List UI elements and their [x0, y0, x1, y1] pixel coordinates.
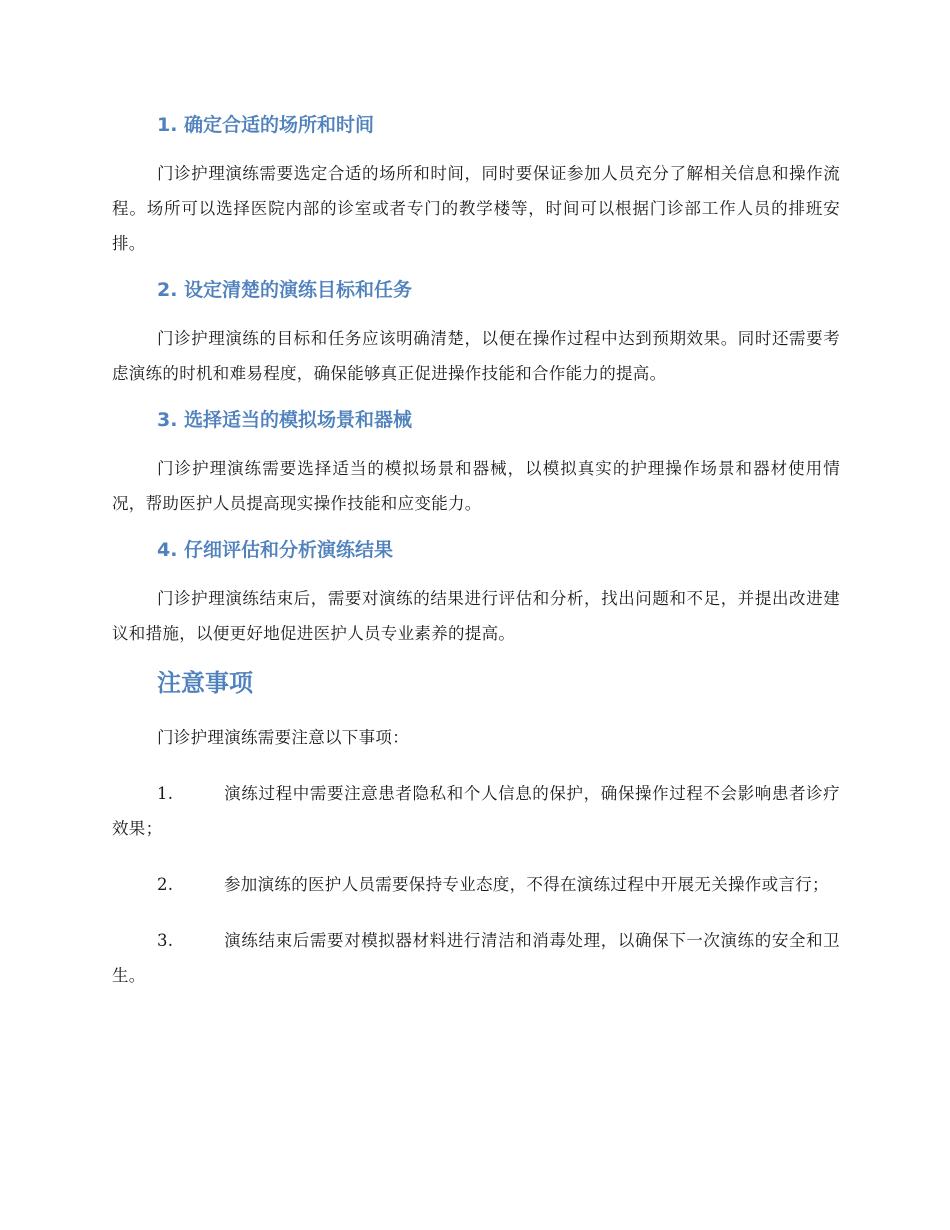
- section-heading-4: 4. 仔细评估和分析演练结果: [157, 539, 394, 561]
- notes-intro: 门诊护理演练需要注意以下事项：: [157, 728, 409, 747]
- section-heading-3: 3. 选择适当的模拟场景和器械: [157, 409, 413, 431]
- section-paragraph-1: 门诊护理演练需要选定合适的场所和时间，同时要保证参加人员充分了解相关信息和操作流程。场所可以选择医院内部的诊室或者专门的教学楼等，时间可以根据门诊部工作人员的排班安排。: [112, 164, 840, 253]
- notes-list-item-3: [112, 923, 840, 993]
- document-content: [112, 108, 840, 993]
- list-number: 3.: [157, 931, 174, 950]
- list-number: 1.: [157, 784, 174, 803]
- notes-list-item-2: [112, 867, 840, 902]
- section-heading-1: 1. 确定合适的场所和时间: [157, 114, 375, 136]
- list-item-text: 演练过程中需要注意患者隐私和个人信息的保护，确保操作过程不会影响患者诊疗效果；: [112, 784, 840, 838]
- section-paragraph-2: 门诊护理演练的目标和任务应该明确清楚，以便在操作过程中达到预期效果。同时还需要考虑演练的时机和难易程度，确保能够真正促进操作技能和合作能力的提高。: [112, 329, 840, 383]
- section-heading-2: 2. 设定清楚的演练目标和任务: [157, 279, 413, 301]
- section-paragraph-4: 门诊护理演练结束后，需要对演练的结果进行评估和分析，找出问题和不足，并提出改进建议和措施，以便更好地促进医护人员专业素养的提高。: [112, 589, 840, 643]
- notes-list-item-1: [112, 776, 840, 846]
- list-item-text: 演练结束后需要对模拟器材料进行清洁和消毒处理，以确保下一次演练的安全和卫生。: [112, 931, 840, 985]
- notes-title: 注意事项: [157, 669, 253, 697]
- list-item-text: 参加演练的医护人员需要保持专业态度，不得在演练过程中开展无关操作或言行；: [224, 875, 829, 894]
- list-number: 2.: [157, 875, 174, 894]
- section-paragraph-3: 门诊护理演练需要选择适当的模拟场景和器械，以模拟真实的护理操作场景和器材使用情况，帮助医护人员提高现实操作技能和应变能力。: [112, 459, 840, 513]
